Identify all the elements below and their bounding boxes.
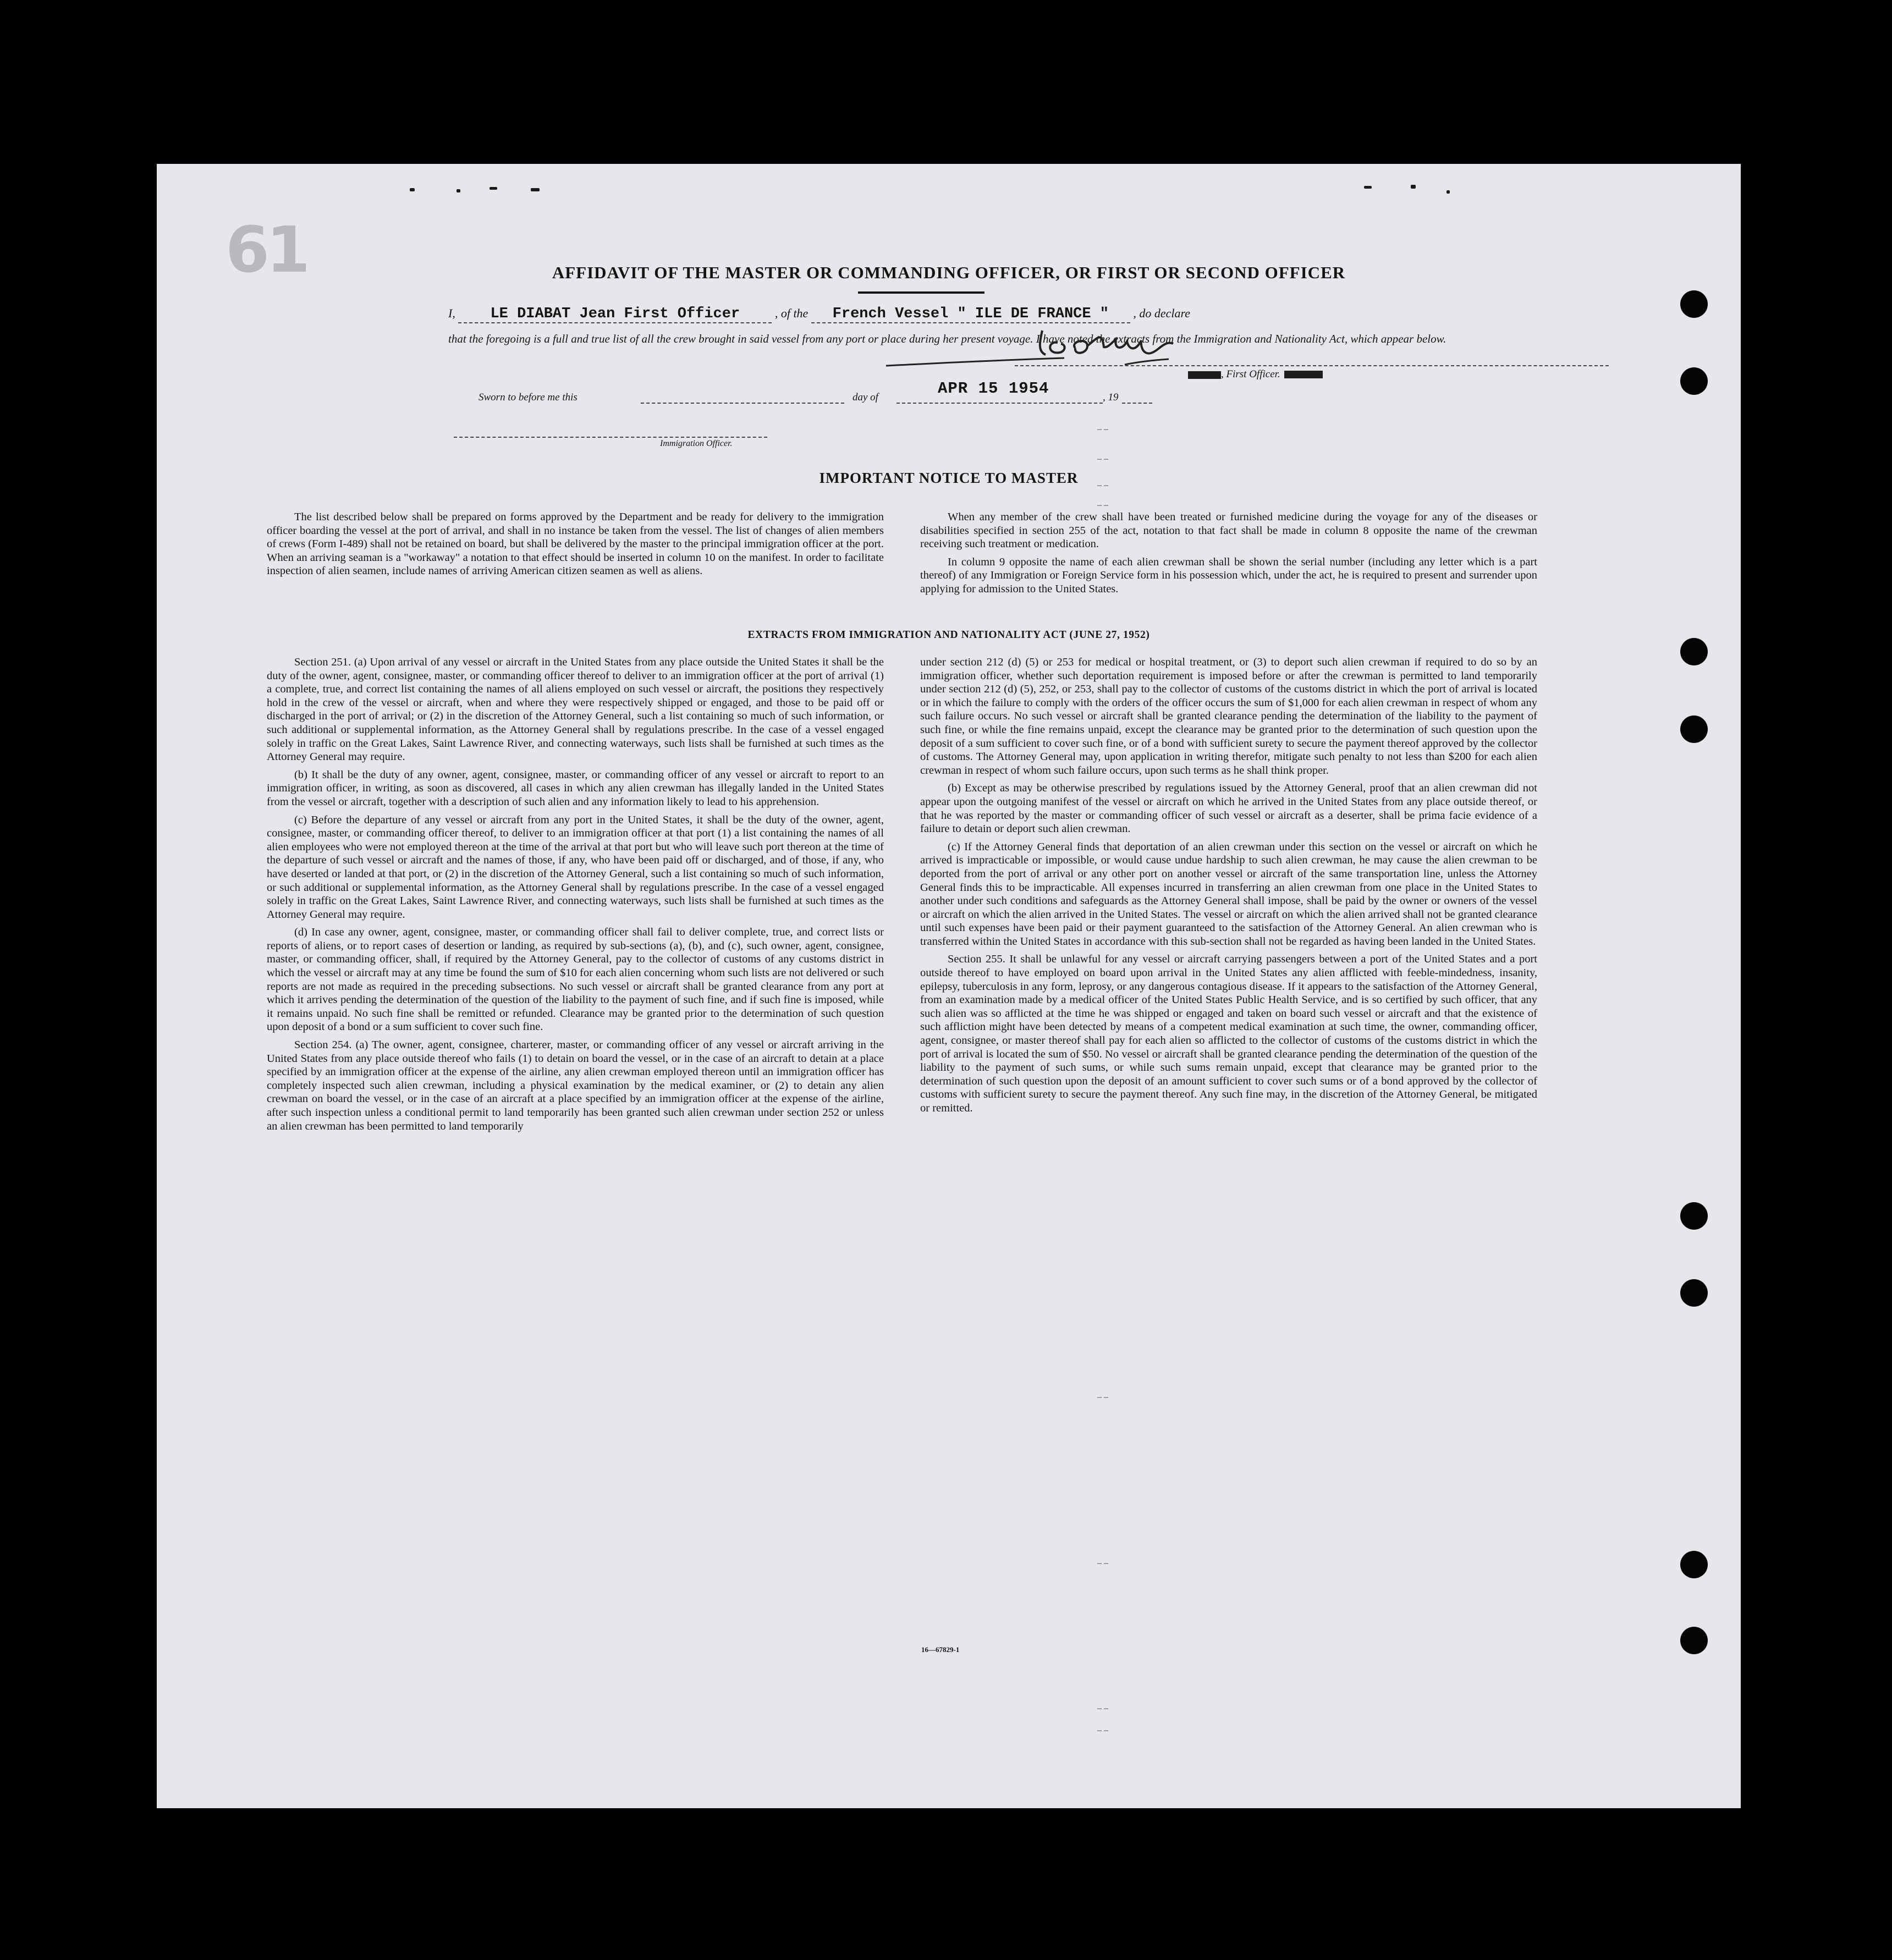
extract-paragraph: (b) It shall be the duty of any owner, agent, consignee, master, or commanding officer of any vessel or aircraft to report to an immigration officer, in writing, as soon as discovered, all cases in which any alien crewman has illegally landed in the United States from the vessel or aircraft, together with a description of such alien and any information likely to lead to his apprehension. bbox=[267, 768, 884, 808]
punch-hole bbox=[1680, 1279, 1708, 1307]
extract-paragraph: (c) If the Attorney General finds that deportation of an alien crewman under this section on the vessel or aircraft on which he arrived is impracticable or impossible, or would cause undue hardship to such alien crewman, he may cause the alien crewman to be deported from the port of arrival or any other port on another vessel or aircraft of the same transportation line, unless the Attorney General finds this to be impracticable. All expenses incurred in transferring an alien crewman from one place in the United States to another under such conditions and safeguards as the Attorney General shall impose, shall be paid by the owner or owners of the vessel or aircraft on which the alien arrived in the United States. The vessel or aircraft on which the alien arrived shall not be granted clearance until such expenses have been paid or their payment guaranteed to the satisfaction of the Attorney General. An alien crewman who is transferred within the United States in accordance with this sub-section shall not be regarded as having been landed in the United States. bbox=[920, 840, 1537, 948]
extract-paragraph: Section 251. (a) Upon arrival of any vessel or aircraft in the United States from any place outside the United States it shall be the duty of the owner, agent, consignee, master, or commanding officer thereof to deliver to an immigration officer at the port of arrival (1) a complete, true, and correct list containing the names of all aliens employed on such vessel or aircraft, the positions they respectively hold in the crew of the vessel or aircraft, when and where they were respectively shipped or engaged, and those to be paid off or discharged in the port of arrival; or (2) in the discretion of the Attorney General, such a list containing so much of such information, or such additional or supplemental information, as the Attorney General shall by regulations prescribe. In the case of a vessel engaged solely in traffic on the Great Lakes, Saint Lawrence River, and connecting waterways, such lists shall be furnished at such times as the Attorney General may require. bbox=[267, 656, 884, 763]
extracts-right-column bbox=[920, 656, 1537, 1120]
speck bbox=[531, 188, 540, 191]
speck bbox=[410, 188, 415, 191]
affidavit-i: I, bbox=[448, 306, 455, 320]
signature-caption: , First Officer. bbox=[1188, 368, 1280, 381]
notice-left-paragraph: The list described below shall be prepared on forms approved by the Department and be ready for delivery to the immigration officer boarding the vessel at the port of arrival, and shall in no instance be taken from the vessel. The list of changes of alien members of crews (Form I-489) shall not be retained on board, but shall be delivered by the master to the principal immigration officer at the port. When an arriving seaman is a "workaway" a notation to that effect should be inserted in column 10 on the manifest. In order to facilitate inspection of alien seamen, include names of arriving American citizen seamen as well as aliens. bbox=[267, 511, 884, 577]
notice-right-paragraph: When any member of the crew shall have been treated or furnished medicine during the voyage for any of the diseases or disabilities specified in section 255 of the act, notation to that fact shall be made in column 8 opposite the name of the crewman receiving such treatment or medication. bbox=[920, 511, 1537, 550]
sworn-day-line bbox=[641, 403, 844, 404]
sworn-date-line bbox=[897, 403, 1103, 404]
faint-mark: – – bbox=[1097, 481, 1108, 490]
affidavit-do-declare: , do declare bbox=[1133, 306, 1190, 320]
officer-signature bbox=[883, 315, 1180, 376]
punch-hole bbox=[1680, 1202, 1708, 1230]
punch-hole bbox=[1680, 1627, 1708, 1654]
immigration-officer-caption: Immigration Officer. bbox=[660, 439, 733, 448]
extract-paragraph: (b) Except as may be otherwise prescribed by regulations issued by the Attorney General, proof that an alien crewman did not appear upon the outgoing manifest of the vessel or aircraft on which he arrived in the United States from any place outside thereof, or that he was reported by the master or commanding officer of such vessel or aircraft as a deserter, shall be prima facie evidence of a failure to detain or deport such alien crewman. bbox=[920, 782, 1537, 835]
form-code: 16—67829-1 bbox=[921, 1645, 960, 1654]
title-rule bbox=[858, 291, 985, 294]
sworn-prefix: Sworn to before me this bbox=[479, 392, 578, 403]
punch-hole bbox=[1680, 290, 1708, 318]
redaction-mark bbox=[1284, 371, 1323, 378]
punch-hole bbox=[1680, 715, 1708, 743]
affidavit-statement: that the foregoing is a full and true list of all the crew brought in said vessel from any port or place during her present voyage. I have noted the extracts from the Immigration and Nationality Act, which appear below. bbox=[448, 332, 1447, 345]
date-stamp: APR 15 1954 bbox=[938, 379, 1049, 398]
signature-line bbox=[1015, 365, 1609, 366]
document-page bbox=[157, 164, 1741, 1808]
notice-left-column bbox=[267, 510, 884, 582]
extracts-heading: EXTRACTS FROM IMMIGRATION AND NATIONALITY ACT (JUNE 27, 1952) bbox=[747, 629, 1150, 641]
notice-right-column bbox=[920, 510, 1537, 601]
faint-mark: – – bbox=[1097, 500, 1108, 510]
extract-paragraph: Section 255. It shall be unlawful for any vessel or aircraft carrying passengers between a port of the United States and a port outside thereof to have employed on board upon arrival in the United States any alien afflicted with feeble-mindedness, insanity, epilepsy, tuberculosis in any form, leprosy, or any dangerous contagious disease. If it appears to the satisfaction of the Attorney General, from an examination made by a medical officer of the United States Public Health Service, and is so certified by such officer, that any such alien was so afflicted at the time he was shipped or engaged and taken on board such vessel or aircraft and that the existence of such affliction might have been detected by means of a competent medical examination at such time, the owner, commanding officer, agent, consignee, or master thereof shall pay for each alien so afflicted to the collector of customs of the customs district in which the port of arrival is located the sum of $50. No vessel or aircraft shall be granted clearance pending the determination of the question of the liability to the payment of such sums, or while such sums remain unpaid, except that clearance may be granted prior to the determination of such question upon the deposit of an amount sufficient to cover such sums or of a bond approved by the collector of customs with sufficient surety to secure the payment thereof. Any such fine may, in the discretion of the Attorney General, be mitigated or remitted. bbox=[920, 953, 1537, 1114]
vessel-name-field: French Vessel " ILE DE FRANCE " bbox=[832, 306, 1109, 322]
extract-paragraph: under section 212 (d) (5) or 253 for medical or hospital treatment, or (3) to deport such alien crewman if required to do so by an immigration officer, whether such deportation requirement is imposed before or after the crewman is permitted to land temporarily under section 212 (d) (5), 252, or 253, shall pay to the collector of customs of the customs district in which the port of arrival is located or in which the failure to comply with the orders of the officer occurs the sum of $1,000 for each alien crewman in respect of whom any such failure occurs. No such vessel or aircraft shall be granted clearance pending the determination of the liability to the payment of such fine, or while the fine remains unpaid, except the clearance may be granted prior to the determination of such question upon the deposit of a sum sufficient to cover such fine, or of a bond with sufficient surety to secure the payment thereof approved by the collector of customs. The Attorney General may, upon application in writing therefor, mitigate such penalty to not less than $200 for each alien crewman in respect of whom such failure occurs, upon such terms as he shall think proper. bbox=[920, 656, 1537, 777]
notice-heading: IMPORTANT NOTICE TO MASTER bbox=[819, 470, 1079, 486]
faint-mark: – – bbox=[1097, 1704, 1108, 1713]
speck bbox=[1364, 186, 1372, 189]
speck bbox=[457, 189, 460, 192]
speck bbox=[490, 187, 497, 190]
sworn-year-line bbox=[1122, 403, 1152, 404]
faint-mark: – – bbox=[1097, 1726, 1108, 1735]
immigration-officer-line bbox=[454, 437, 767, 438]
notice-right-paragraph: In column 9 opposite the name of each alien crewman shall be shown the serial number (including any letter which is a part thereof) of any Immigration or Foreign Service form in his possession which, under the act, he is required to present and surrender upon applying for admission to the United States. bbox=[920, 555, 1537, 595]
corner-mark: 61 bbox=[226, 213, 307, 287]
punch-hole bbox=[1680, 1551, 1708, 1578]
officer-name-field: LE DIABAT Jean First Officer bbox=[490, 306, 740, 322]
affidavit-title: AFFIDAVIT OF THE MASTER OR COMMANDING OFFICER, OR FIRST OR SECOND OFFICER bbox=[552, 263, 1346, 282]
extract-paragraph: Section 254. (a) The owner, agent, consignee, charterer, master, or commanding officer of any vessel or aircraft arriving in the United States from any place outside thereof who fails (1) to detain on board the vessel, or in the case of an aircraft to detain at a place specified by an immigration officer at the expense of the airline, any alien crewman employed thereon until an immigration officer has completely inspected such alien crewman, including a physical examination by the medical examiner, or (2) to detain any alien crewman on board the vessel, or in the case of an aircraft at a place specified by an immigration officer at the expense of the airline, after such inspection unless a conditional permit to land temporarily has been granted such alien crewman under section 252 or unless an alien crewman has been permitted to land temporarily bbox=[267, 1039, 884, 1132]
affidavit-of-the: , of the bbox=[774, 306, 809, 320]
faint-mark: – – bbox=[1097, 1559, 1108, 1568]
extracts-left-column bbox=[267, 656, 884, 1137]
faint-mark: – – bbox=[1097, 454, 1108, 464]
punch-hole bbox=[1680, 367, 1708, 395]
speck bbox=[1447, 190, 1450, 194]
faint-mark: – – bbox=[1097, 425, 1108, 434]
punch-hole bbox=[1680, 638, 1708, 665]
extract-paragraph: (c) Before the departure of any vessel or aircraft from any port in the United States, it shall be the duty of the owner, agent, consignee, master, or commanding officer thereof, to deliver to an immigration officer at that port (1) a list containing the names of all alien employees who were not employed thereon at the time of the arrival at that port but who will leave such port thereon at the time of the departure of such vessel or aircraft and the names of those, if any, who have been paid off or discharged, and of those, if any, who have deserted or landed at that port, or (2) in the discretion of the Attorney General, such a list containing so much of such information, or such additional or supplemental information, as the Attorney General shall by regulations prescribe. In the case of a vessel engaged solely in traffic on the Great Lakes, Saint Lawrence River, and connecting waterways, such lists shall be furnished at such times as the Attorney General may require. bbox=[267, 813, 884, 921]
speck bbox=[1411, 185, 1416, 189]
redaction-mark bbox=[1188, 371, 1221, 379]
extract-paragraph: (d) In case any owner, agent, consignee, master, or commanding officer shall fail to deliver complete, true, and correct lists or reports of aliens, or to report cases of desertion or landing, as required by sub-sections (a), (b), and (c), such owner, agent, consignee, master, or commanding officer, shall, if required by the Attorney General, pay to the collector of customs of any customs district in which the vessel or aircraft may at any time be found the sum of $10 for each alien concerning whom such lists are not delivered or such reports are not made as required in the preceding subsections. No such vessel or aircraft shall be granted clearance from any port at which it arrives pending the determination of the question of the liability to the payment of such fine, and if such fine is imposed, while it remains unpaid. No such fine shall be remitted or refunded. Clearance may be granted prior to the determination of such question upon deposit of a bond or a sum sufficient to cover such fine. bbox=[267, 926, 884, 1033]
sworn-day-of: day of bbox=[853, 392, 878, 403]
faint-mark: – – bbox=[1097, 1392, 1108, 1402]
sworn-year: , 19 bbox=[1103, 392, 1119, 403]
